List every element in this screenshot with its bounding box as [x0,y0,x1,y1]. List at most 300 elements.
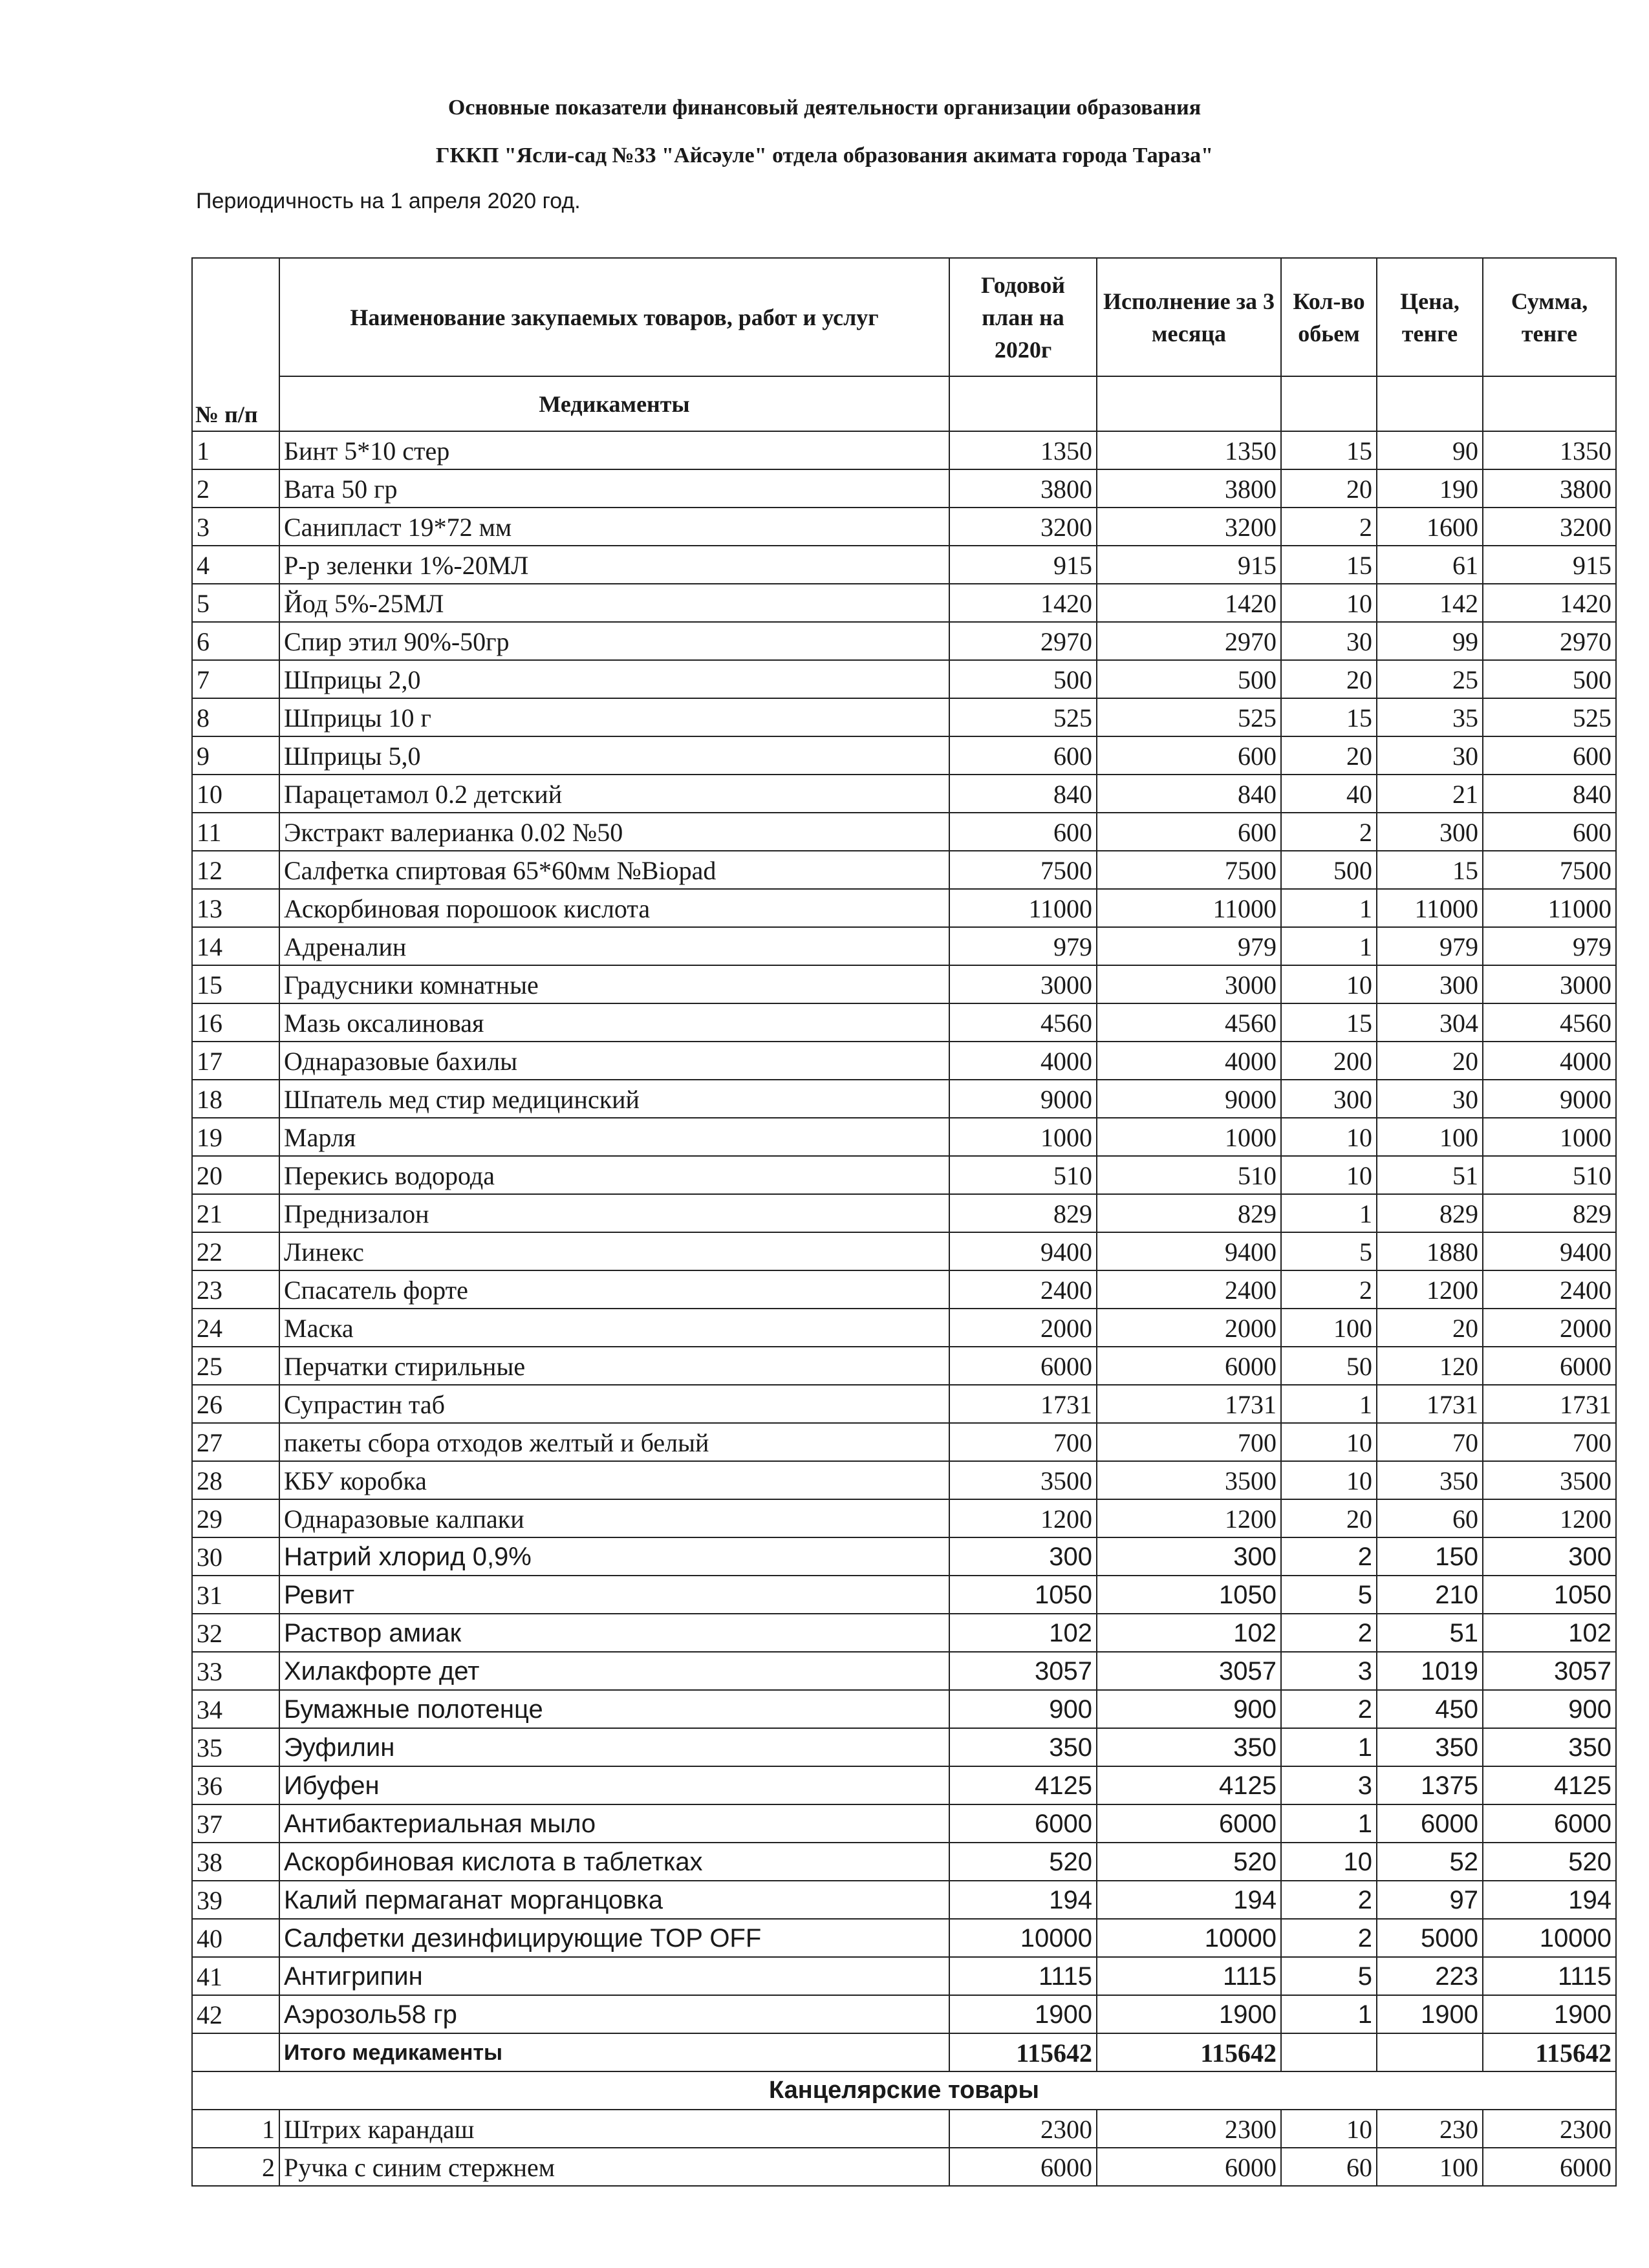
cell-exec: 3800 [1097,469,1281,508]
cell-sum: 3800 [1483,469,1616,508]
table-row [192,1232,1616,1270]
cell-qty: 2 [1281,1614,1377,1652]
cell-exec: 3500 [1097,1461,1281,1499]
cell-price: 1200 [1377,1270,1483,1309]
table-row [192,1042,1616,1080]
cell-sum: 979 [1483,927,1616,965]
cell-exec: 1050 [1097,1576,1281,1614]
cell-plan: 3500 [949,1461,1097,1499]
cell-num: 15 [192,965,279,1003]
cell-name: Салфетка спиртовая 65*60мм №Biopad [279,851,949,889]
cell-name: Шприцы 2,0 [279,660,949,698]
cell-plan: 3057 [949,1652,1097,1690]
cell-exec: 102 [1097,1614,1281,1652]
cell-num: 26 [192,1385,279,1423]
cell-qty: 3 [1281,1766,1377,1804]
cell-exec: 3057 [1097,1652,1281,1690]
cell-sum: 9000 [1483,1080,1616,1118]
cell-qty: 1 [1281,927,1377,965]
cell-sum: 2400 [1483,1270,1616,1309]
cell-exec: 300 [1097,1537,1281,1576]
medicine-rows [192,431,1616,2033]
cell-num: 2 [192,2148,279,2186]
cell-sum: 10000 [1483,1919,1616,1957]
cell-plan: 3000 [949,965,1097,1003]
cell-name: пакеты сбора отходов желтый и белый [279,1423,949,1461]
cell-qty: 15 [1281,1003,1377,1042]
table-row [192,813,1616,851]
cell-exec: 2300 [1097,2110,1281,2148]
cell-num: 39 [192,1881,279,1919]
cell-exec: 520 [1097,1843,1281,1881]
cell-plan: 6000 [949,1804,1097,1843]
section-title-stationery: Канцелярские товары [192,2071,1616,2110]
cell-qty: 5 [1281,1957,1377,1995]
cell-exec: 3200 [1097,508,1281,546]
cell-plan: 525 [949,698,1097,736]
cell-exec: 915 [1097,546,1281,584]
cell-num: 14 [192,927,279,965]
cell-qty: 10 [1281,1156,1377,1194]
table-row [192,1957,1616,1995]
cell-sum: 4560 [1483,1003,1616,1042]
cell-qty: 10 [1281,1118,1377,1156]
cell-name: Санипласт 19*72 мм [279,508,949,546]
col-header-name: Наименование закупаемых товаров, работ и услуг [279,258,949,376]
cell-exec: 1420 [1097,584,1281,622]
cell-name: Линекс [279,1232,949,1270]
cell-exec: 4000 [1097,1042,1281,1080]
cell-name: Маска [279,1309,949,1347]
cell-plan: 1200 [949,1499,1097,1537]
cell-qty: 2 [1281,1881,1377,1919]
cell-sum: 4000 [1483,1042,1616,1080]
cell-sum: 829 [1483,1194,1616,1232]
cell-name: Хилакфорте дет [279,1652,949,1690]
table-row [192,1766,1616,1804]
cell-sum: 1731 [1483,1385,1616,1423]
cell-num: 4 [192,546,279,584]
cell-num: 18 [192,1080,279,1118]
cell-name: Калий пермаганат морганцовка [279,1881,949,1919]
cell-exec: 525 [1097,698,1281,736]
table-row [192,1270,1616,1309]
cell-plan: 1115 [949,1957,1097,1995]
cell-sum: 102 [1483,1614,1616,1652]
cell-name: Преднизалон [279,1194,949,1232]
cell-price: 1731 [1377,1385,1483,1423]
cell-sum: 194 [1483,1881,1616,1919]
cell-qty: 15 [1281,546,1377,584]
cell-name: Мазь оксалиновая [279,1003,949,1042]
table-row [192,1423,1616,1461]
table-row [192,1499,1616,1537]
cell-price: 120 [1377,1347,1483,1385]
cell-price: 1880 [1377,1232,1483,1270]
cell-num: 29 [192,1499,279,1537]
cell-exec: 2000 [1097,1309,1281,1347]
table-row [192,2110,1616,2148]
cell-plan: 1731 [949,1385,1097,1423]
cell-price: 1375 [1377,1766,1483,1804]
cell-qty: 1 [1281,1804,1377,1843]
cell-plan: 2300 [949,2110,1097,2148]
cell-price: 350 [1377,1461,1483,1499]
cell-price: 6000 [1377,1804,1483,1843]
cell-name: Салфетки дезинфицирующие TOP OFF [279,1919,949,1957]
total-row [192,2033,1616,2071]
cell-sum: 7500 [1483,851,1616,889]
col-header-num: № п/п [192,258,279,431]
cell-name: Однаразовые калпаки [279,1499,949,1537]
cell-sum: 1900 [1483,1995,1616,2033]
procurement-table [191,257,1617,2187]
total-exec: 115642 [1097,2033,1281,2071]
cell-num: 27 [192,1423,279,1461]
cell-num: 34 [192,1690,279,1728]
cell-sum: 600 [1483,736,1616,775]
section-title-medicines: Медикаменты [279,376,949,431]
cell-exec: 979 [1097,927,1281,965]
table-row [192,2148,1616,2186]
cell-plan: 520 [949,1843,1097,1881]
cell-name: Аскорбиновая порошоок кислота [279,889,949,927]
cell-num: 1 [192,2110,279,2148]
cell-qty: 100 [1281,1309,1377,1347]
cell-name: Штрих карандаш [279,2110,949,2148]
cell-price: 979 [1377,927,1483,965]
table-row [192,1652,1616,1690]
cell-exec: 500 [1097,660,1281,698]
table-row [192,660,1616,698]
cell-qty: 2 [1281,1919,1377,1957]
cell-exec: 6000 [1097,1804,1281,1843]
cell-plan: 979 [949,927,1097,965]
cell-plan: 840 [949,775,1097,813]
cell-sum: 510 [1483,1156,1616,1194]
cell-plan: 11000 [949,889,1097,927]
cell-plan: 4560 [949,1003,1097,1042]
cell-num: 17 [192,1042,279,1080]
table-row [192,1576,1616,1614]
cell-exec: 11000 [1097,889,1281,927]
cell-sum: 700 [1483,1423,1616,1461]
cell-qty: 10 [1281,965,1377,1003]
cell-name: Спасатель форте [279,1270,949,1309]
cell-name: Эуфилин [279,1728,949,1766]
cell-qty: 10 [1281,1461,1377,1499]
table-row [192,1347,1616,1385]
cell-qty: 300 [1281,1080,1377,1118]
cell-num: 42 [192,1995,279,2033]
cell-exec: 3000 [1097,965,1281,1003]
cell-name: Аэрозоль58 гр [279,1995,949,2033]
cell-sum: 600 [1483,813,1616,851]
cell-qty: 1 [1281,889,1377,927]
cell-plan: 3800 [949,469,1097,508]
cell-price: 90 [1377,431,1483,469]
table-row [192,775,1616,813]
cell-plan: 9400 [949,1232,1097,1270]
cell-qty: 40 [1281,775,1377,813]
cell-name: Шприцы 5,0 [279,736,949,775]
cell-sum: 1000 [1483,1118,1616,1156]
cell-exec: 7500 [1097,851,1281,889]
cell-num: 33 [192,1652,279,1690]
table-row [192,1919,1616,1957]
cell-qty: 5 [1281,1232,1377,1270]
cell-qty: 2 [1281,1537,1377,1576]
cell-num: 2 [192,469,279,508]
cell-num: 41 [192,1957,279,1995]
cell-qty: 2 [1281,508,1377,546]
col-header-sum: Сумма, тенге [1483,258,1616,376]
cell-name: Ибуфен [279,1766,949,1804]
cell-qty: 3 [1281,1652,1377,1690]
cell-exec: 9000 [1097,1080,1281,1118]
cell-num: 6 [192,622,279,660]
cell-name: Ревит [279,1576,949,1614]
cell-plan: 500 [949,660,1097,698]
cell-qty: 10 [1281,1423,1377,1461]
stationery-rows [192,2110,1616,2186]
document-title-line-1: Основные показатели финансовый деятельности организации образования [447,96,1202,120]
cell-num: 37 [192,1804,279,1843]
cell-price: 30 [1377,736,1483,775]
cell-name: Адреналин [279,927,949,965]
table-row [192,1537,1616,1576]
cell-qty: 1 [1281,1728,1377,1766]
cell-num: 23 [192,1270,279,1309]
cell-name: Спир этил 90%-50гр [279,622,949,660]
cell-price: 99 [1377,622,1483,660]
cell-name: Перчатки стирильные [279,1347,949,1385]
cell-num: 22 [192,1232,279,1270]
cell-num: 20 [192,1156,279,1194]
cell-qty: 30 [1281,622,1377,660]
cell-qty: 10 [1281,2110,1377,2148]
table-row [192,1385,1616,1423]
cell-plan: 600 [949,813,1097,851]
cell-exec: 700 [1097,1423,1281,1461]
table-row [192,622,1616,660]
table-row [192,1118,1616,1156]
cell-exec: 9400 [1097,1232,1281,1270]
cell-sum: 3057 [1483,1652,1616,1690]
cell-plan: 1350 [949,431,1097,469]
table-row [192,1614,1616,1652]
cell-price: 52 [1377,1843,1483,1881]
cell-sum: 4125 [1483,1766,1616,1804]
cell-qty: 20 [1281,1499,1377,1537]
cell-sum: 915 [1483,546,1616,584]
table-row [192,1080,1616,1118]
cell-price: 450 [1377,1690,1483,1728]
cell-qty: 50 [1281,1347,1377,1385]
cell-exec: 1200 [1097,1499,1281,1537]
cell-plan: 600 [949,736,1097,775]
cell-plan: 2400 [949,1270,1097,1309]
cell-qty: 2 [1281,813,1377,851]
period-text: Периодичность на 1 апреля 2020 год. [196,189,581,213]
cell-price: 11000 [1377,889,1483,927]
cell-sum: 11000 [1483,889,1616,927]
cell-num: 19 [192,1118,279,1156]
table-row [192,1995,1616,2033]
cell-price: 25 [1377,660,1483,698]
cell-exec: 194 [1097,1881,1281,1919]
cell-num: 28 [192,1461,279,1499]
cell-num: 3 [192,508,279,546]
cell-price: 20 [1377,1042,1483,1080]
cell-name: Аскорбиновая кислота в таблетках [279,1843,949,1881]
cell-price: 21 [1377,775,1483,813]
cell-qty: 15 [1281,431,1377,469]
total-sum: 115642 [1483,2033,1616,2071]
cell-plan: 300 [949,1537,1097,1576]
cell-price: 300 [1377,813,1483,851]
cell-price: 223 [1377,1957,1483,1995]
header-row [192,258,1616,376]
cell-sum: 3200 [1483,508,1616,546]
cell-qty: 20 [1281,469,1377,508]
cell-exec: 2970 [1097,622,1281,660]
table-row [192,1728,1616,1766]
cell-qty: 20 [1281,736,1377,775]
cell-price: 100 [1377,2148,1483,2186]
cell-price: 30 [1377,1080,1483,1118]
cell-sum: 3000 [1483,965,1616,1003]
cell-sum: 6000 [1483,1804,1616,1843]
cell-sum: 1200 [1483,1499,1616,1537]
cell-sum: 525 [1483,698,1616,736]
cell-price: 51 [1377,1156,1483,1194]
table-row [192,1690,1616,1728]
section-row-medicines [192,376,1616,431]
cell-sum: 6000 [1483,1347,1616,1385]
cell-qty: 2 [1281,1270,1377,1309]
cell-price: 190 [1377,469,1483,508]
cell-exec: 600 [1097,736,1281,775]
cell-price: 350 [1377,1728,1483,1766]
cell-plan: 194 [949,1881,1097,1919]
cell-num: 9 [192,736,279,775]
table-row [192,1194,1616,1232]
col-header-qty: Кол-во обьем [1281,258,1377,376]
cell-plan: 1420 [949,584,1097,622]
table-row [192,1881,1616,1919]
table-row [192,1804,1616,1843]
cell-price: 97 [1377,1881,1483,1919]
table-row [192,508,1616,546]
cell-num: 21 [192,1194,279,1232]
cell-plan: 350 [949,1728,1097,1766]
table-row [192,1461,1616,1499]
cell-name: Супрастин таб [279,1385,949,1423]
cell-price: 300 [1377,965,1483,1003]
cell-qty: 1 [1281,1194,1377,1232]
cell-name: Однаразовые бахилы [279,1042,949,1080]
cell-num: 16 [192,1003,279,1042]
cell-exec: 600 [1097,813,1281,851]
cell-num: 7 [192,660,279,698]
cell-sum: 2300 [1483,2110,1616,2148]
cell-exec: 6000 [1097,2148,1281,2186]
cell-plan: 829 [949,1194,1097,1232]
total-label: Итого медикаменты [279,2033,949,2071]
cell-num: 38 [192,1843,279,1881]
col-header-price: Цена, тенге [1377,258,1483,376]
cell-num: 10 [192,775,279,813]
cell-price: 20 [1377,1309,1483,1347]
cell-name: Вата 50 гр [279,469,949,508]
cell-exec: 4125 [1097,1766,1281,1804]
table-row [192,1309,1616,1347]
cell-num: 24 [192,1309,279,1347]
cell-plan: 2970 [949,622,1097,660]
total-plan: 115642 [949,2033,1097,2071]
cell-qty: 1 [1281,1995,1377,2033]
cell-qty: 500 [1281,851,1377,889]
cell-qty: 60 [1281,2148,1377,2186]
cell-plan: 1050 [949,1576,1097,1614]
cell-qty: 200 [1281,1042,1377,1080]
cell-plan: 700 [949,1423,1097,1461]
cell-price: 142 [1377,584,1483,622]
cell-qty: 10 [1281,584,1377,622]
cell-num: 25 [192,1347,279,1385]
cell-plan: 9000 [949,1080,1097,1118]
cell-exec: 1900 [1097,1995,1281,2033]
table-row [192,1003,1616,1042]
cell-sum: 520 [1483,1843,1616,1881]
table-row [192,736,1616,775]
cell-exec: 10000 [1097,1919,1281,1957]
cell-num: 13 [192,889,279,927]
table-row [192,889,1616,927]
cell-sum: 350 [1483,1728,1616,1766]
cell-plan: 4000 [949,1042,1097,1080]
table-row [192,1843,1616,1881]
cell-num: 12 [192,851,279,889]
cell-price: 15 [1377,851,1483,889]
table-row [192,965,1616,1003]
cell-plan: 1000 [949,1118,1097,1156]
table-row [192,469,1616,508]
cell-sum: 6000 [1483,2148,1616,2186]
cell-exec: 1350 [1097,431,1281,469]
cell-num: 32 [192,1614,279,1652]
cell-name: Бинт 5*10 стер [279,431,949,469]
cell-plan: 6000 [949,2148,1097,2186]
cell-plan: 510 [949,1156,1097,1194]
document-title-line-2: ГККП "Ясли-сад №33 "Айсәуле" отдела образования акимата города Тараза" [435,144,1214,167]
table-row [192,431,1616,469]
cell-sum: 9400 [1483,1232,1616,1270]
cell-exec: 350 [1097,1728,1281,1766]
cell-plan: 4125 [949,1766,1097,1804]
cell-name: Парацетамол 0.2 детский [279,775,949,813]
cell-exec: 1000 [1097,1118,1281,1156]
col-header-exec: Исполнение за 3 месяца [1097,258,1281,376]
cell-name: Ручка с синим стержнем [279,2148,949,2186]
cell-name: Антигрипин [279,1957,949,1995]
cell-name: Р-р зеленки 1%-20МЛ [279,546,949,584]
cell-name: Йод 5%-25МЛ [279,584,949,622]
cell-num: 31 [192,1576,279,1614]
cell-exec: 829 [1097,1194,1281,1232]
cell-price: 304 [1377,1003,1483,1042]
